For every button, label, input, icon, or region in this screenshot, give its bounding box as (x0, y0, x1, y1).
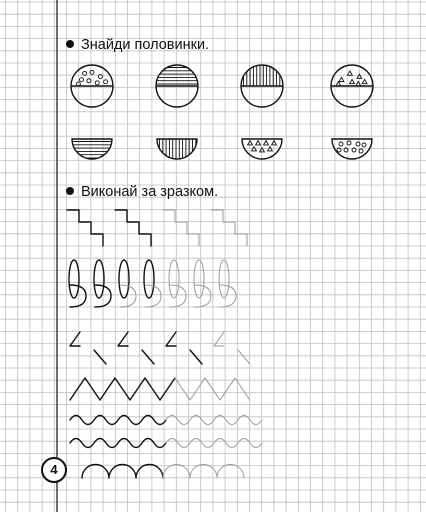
dot-mark (362, 143, 366, 147)
tick-pattern (190, 350, 202, 364)
triangle-mark (356, 82, 361, 86)
oval-pattern (219, 260, 229, 298)
split-circle (331, 65, 373, 107)
page-number: 4 (41, 457, 67, 483)
triangle-mark (336, 82, 341, 86)
dot-mark (80, 78, 84, 82)
task-2-text: Виконай за зразком. (81, 184, 219, 200)
half-circle (72, 139, 112, 159)
wave-pattern (166, 439, 262, 448)
pattern-fill (160, 139, 196, 159)
pattern-fill (336, 71, 367, 86)
task-1-title (66, 37, 209, 53)
dot-mark (87, 79, 91, 83)
step-pattern (67, 210, 103, 246)
oval-pattern (69, 260, 79, 298)
split-circle (71, 65, 113, 107)
step-pattern (211, 210, 247, 246)
step-pattern (163, 210, 199, 246)
arch-pattern (82, 464, 163, 478)
split-circle (156, 65, 198, 107)
bullet-icon (66, 40, 74, 48)
triangle-mark (362, 79, 367, 83)
triangle-mark (248, 141, 253, 145)
half-circle (332, 139, 372, 159)
arch-pattern (163, 464, 244, 478)
tick-pattern (238, 350, 250, 364)
oval-pattern (94, 260, 104, 298)
dot-mark (104, 80, 108, 84)
tick-pattern (94, 350, 106, 364)
task-1-text: Знайди половинки. (81, 37, 210, 53)
task-2-title (66, 184, 218, 200)
triangle-mark (339, 77, 344, 81)
dot-mark (95, 81, 99, 85)
half-circle (157, 139, 197, 159)
step-pattern (115, 210, 151, 246)
oval-pattern (169, 260, 179, 298)
zigzag-pattern (70, 378, 175, 400)
triangle-mark (350, 79, 355, 83)
dot-mark (347, 141, 351, 145)
pattern-fill (156, 68, 198, 85)
pattern-fill (72, 142, 112, 159)
pattern-fill (337, 141, 366, 153)
oval-pattern (194, 260, 204, 298)
triangle-mark (256, 141, 261, 145)
bullet-icon (66, 187, 74, 195)
dot-mark (339, 142, 343, 146)
triangle-mark (348, 71, 353, 75)
triangle-mark (264, 141, 269, 145)
oval-pattern (144, 260, 154, 298)
half-outline (72, 139, 112, 159)
